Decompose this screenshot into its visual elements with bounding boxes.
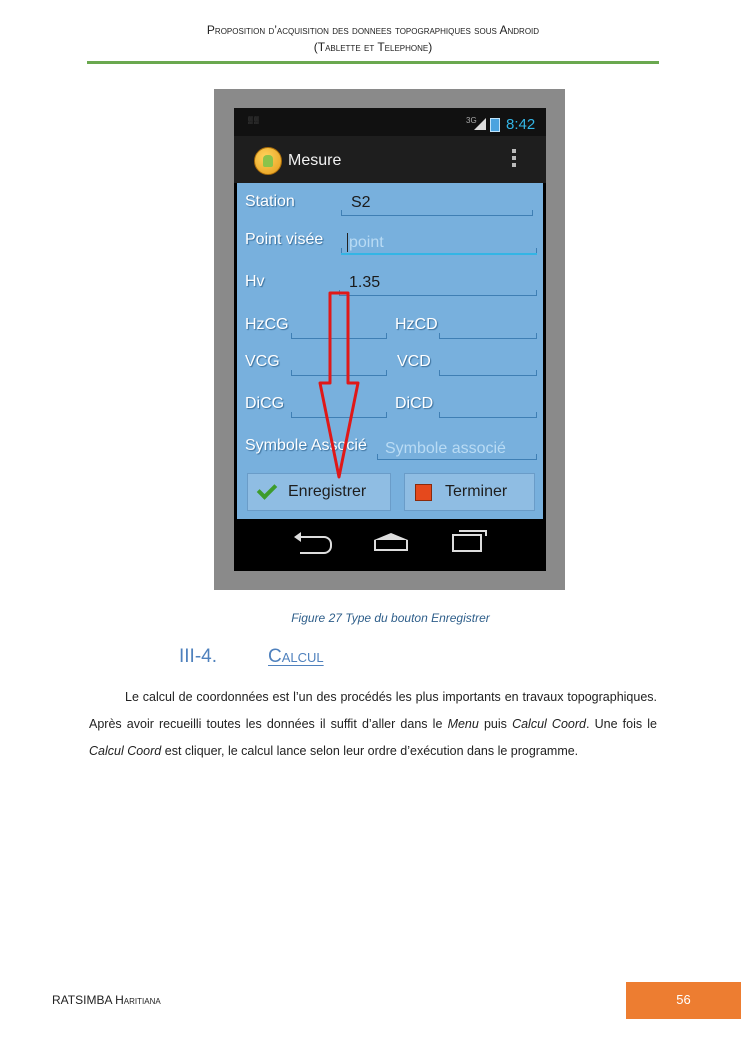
figure-screenshot xyxy=(214,89,565,590)
figure-caption: Figure 27 Type du bouton Enregistrer xyxy=(291,611,490,625)
para-text-4: est cliquer, le calcul lance selon leur ordre d’exécution dans le programme. xyxy=(161,744,579,758)
notification-icon: ▒▒ xyxy=(248,117,260,124)
vcd-label: VCD xyxy=(397,353,431,370)
header-line-1: Proposition d’acquisition des donnees topographiques sous Android xyxy=(206,23,540,37)
text-caret xyxy=(347,233,348,252)
hzcd-input[interactable] xyxy=(439,316,537,339)
dicg-label: DiCG xyxy=(245,395,285,412)
header-rule xyxy=(87,61,659,64)
point-placeholder: point xyxy=(349,234,384,251)
author-first: RATSIMBA xyxy=(52,993,112,1007)
recent-apps-icon[interactable] xyxy=(452,534,482,552)
symbole-input[interactable] xyxy=(377,437,537,460)
page-number: 56 xyxy=(676,992,691,1007)
hzcg-label: HzCG xyxy=(245,316,289,333)
battery-icon xyxy=(490,118,500,132)
symbole-label: Symbole Associé xyxy=(245,437,367,454)
dicd-input[interactable] xyxy=(439,395,537,418)
para-calcul-coord-2: Calcul Coord xyxy=(89,744,162,758)
navigation-bar xyxy=(234,519,546,571)
section-title: Calcul xyxy=(268,646,324,667)
save-button-label: Enregistrer xyxy=(288,483,367,500)
hzcd-label: HzCD xyxy=(395,316,438,333)
point-label: Point visée xyxy=(245,231,324,248)
footer-author xyxy=(52,993,161,1007)
page-header xyxy=(88,22,658,56)
para-text-3: . Une fois le xyxy=(585,717,657,731)
body-paragraph xyxy=(89,684,657,765)
dicd-label: DiCD xyxy=(395,395,434,412)
hv-label: Hv xyxy=(245,273,265,290)
point-input[interactable] xyxy=(341,231,537,255)
app-title: Mesure xyxy=(288,152,342,169)
para-calcul-coord-1: Calcul Coord xyxy=(512,717,586,731)
status-bar xyxy=(234,108,546,136)
signal-icon xyxy=(474,118,486,130)
page-number-box xyxy=(626,982,741,1019)
para-text-1: Le calcul de coordonnées est l’un des procédés les plus importants en travaux topographiques. Après avoir recueilli toutes les données il suffit d’aller dans le xyxy=(89,690,657,731)
finish-button-label: Terminer xyxy=(445,483,508,500)
station-label: Station xyxy=(245,193,295,210)
section-number: III-4. xyxy=(179,646,218,667)
finish-button[interactable] xyxy=(404,473,535,511)
header-line-2: (Tablette et Telephone) xyxy=(313,40,433,54)
measure-form xyxy=(237,183,543,519)
vcd-input[interactable] xyxy=(439,353,537,376)
author-last: Haritiana xyxy=(115,993,161,1007)
check-icon xyxy=(257,479,278,500)
vcg-label: VCG xyxy=(245,353,280,370)
network-type: 3G xyxy=(466,116,477,125)
action-bar xyxy=(234,136,546,183)
hv-value: 1.35 xyxy=(349,274,381,291)
symbole-placeholder: Symbole associé xyxy=(385,440,506,457)
para-text-2: puis xyxy=(478,717,513,731)
para-menu: Menu xyxy=(447,717,479,731)
stop-icon xyxy=(415,484,432,501)
overflow-menu-icon[interactable] xyxy=(512,149,517,171)
station-value: S2 xyxy=(351,194,371,211)
android-app-icon[interactable] xyxy=(254,147,282,175)
phone-screen xyxy=(234,108,546,571)
annotation-arrow-icon xyxy=(314,291,364,481)
station-input[interactable] xyxy=(341,193,533,216)
home-icon[interactable] xyxy=(374,533,408,551)
hv-input[interactable] xyxy=(339,273,537,296)
status-time: 8:42 xyxy=(506,116,536,133)
back-icon[interactable] xyxy=(300,536,332,554)
